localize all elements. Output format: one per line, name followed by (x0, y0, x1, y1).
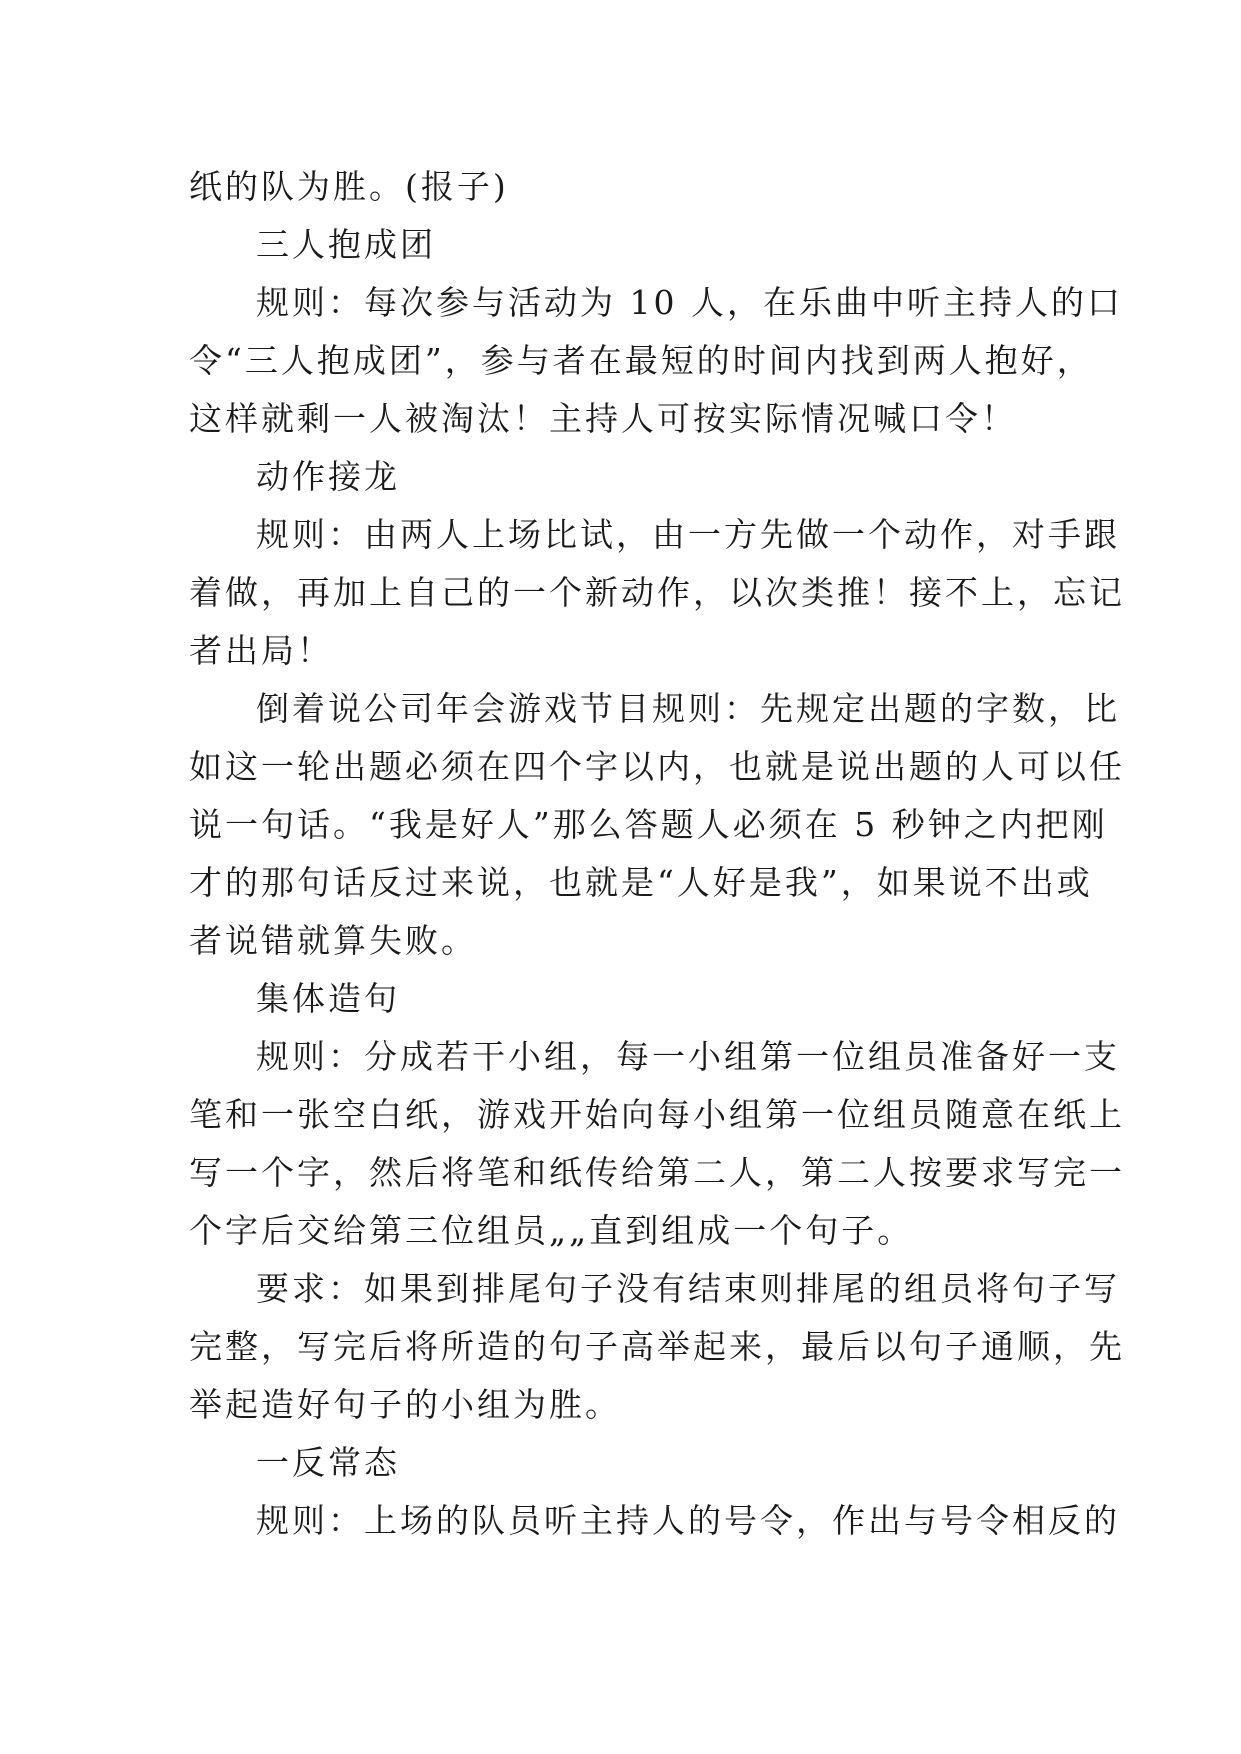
text-line-4: 令“三人抱成团”，参与者在最短的时间内找到两人抱好， (189, 341, 1093, 380)
section-heading-ji-ti-zao-ju: 集体造句 (256, 979, 400, 1018)
text-line-17: 笔和一张空白纸，游戏开始向每小组第一位组员随意在纸上 (189, 1095, 1125, 1134)
section-heading-san-ren-bao-cheng-tuan: 三人抱成团 (256, 225, 436, 264)
text-line-16: 规则：分成若干小组，每一小组第一位组员准备好一支 (256, 1037, 1120, 1076)
text-line-10: 倒着说公司年会游戏节目规则：先规定出题的字数，比 (256, 689, 1120, 728)
text-line-22: 举起造好句子的小组为胜。 (189, 1385, 621, 1424)
text-line-13: 才的那句话反过来说，也就是“人好是我”，如果说不出或 (189, 863, 1093, 902)
text-line-7: 规则：由两人上场比试，由一方先做一个动作，对手跟 (256, 515, 1120, 554)
text-line-24: 规则：上场的队员听主持人的号令，作出与号令相反的 (256, 1501, 1120, 1540)
text-line-14: 者说错就算失败。 (189, 921, 477, 960)
section-heading-yi-fan-chang-tai: 一反常态 (256, 1443, 400, 1482)
text-line-11: 如这一轮出题必须在四个字以内，也就是说出题的人可以任 (189, 747, 1125, 786)
text-line-8: 着做，再加上自己的一个新动作，以次类推！接不上，忘记 (189, 573, 1125, 612)
text-line-19: 个字后交给第三位组员„„直到组成一个句子。 (189, 1211, 914, 1250)
section-heading-dong-zuo-jie-long: 动作接龙 (256, 457, 400, 496)
document-page (189, 158, 1125, 1550)
text-line-18: 写一个字，然后将笔和纸传给第二人，第二人按要求写完一 (189, 1153, 1125, 1192)
text-line-3: 规则：每次参与活动为 10 人，在乐曲中听主持人的口 (256, 283, 1123, 322)
text-line-5: 这样就剩一人被淘汰！主持人可按实际情况喊口令！ (189, 399, 1017, 438)
text-line-1: 纸的队为胜。(报子) (189, 167, 509, 206)
text-line-21: 完整，写完后将所造的句子高举起来，最后以句子通顺，先 (189, 1327, 1125, 1366)
text-line-9: 者出局！ (189, 631, 333, 670)
text-line-12: 说一句话。“我是好人”那么答题人必须在 5 秒钟之内把刚 (189, 805, 1108, 844)
text-line-20: 要求：如果到排尾句子没有结束则排尾的组员将句子写 (256, 1269, 1120, 1308)
